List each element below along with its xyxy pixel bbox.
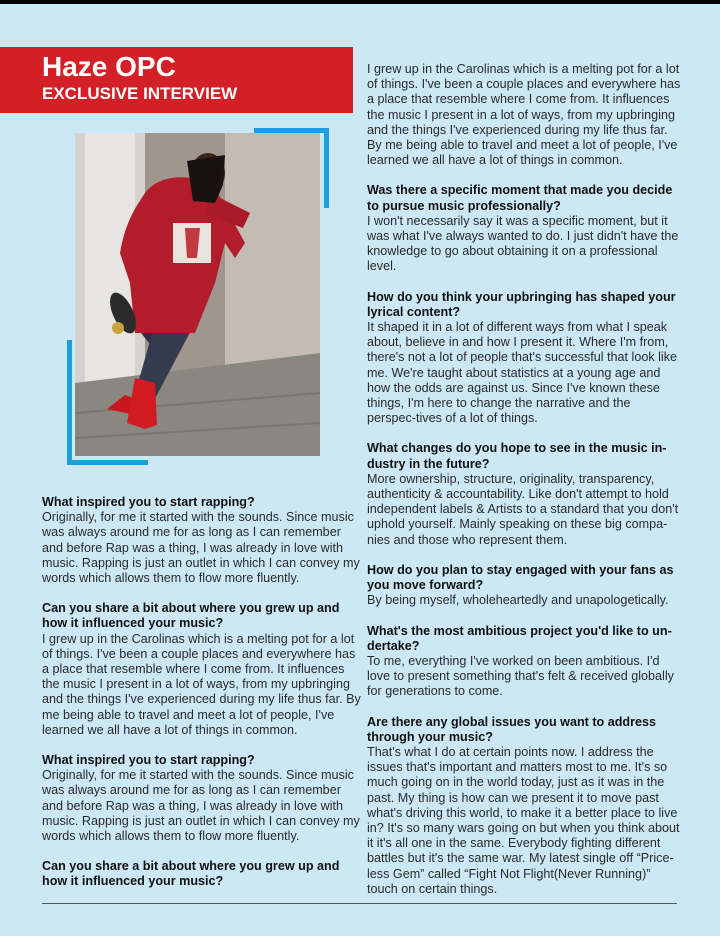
- answer-text: More ownership, structure, originality, transparency, authenticity & accountability. Like don't attempt to hold independent labels & Artists to a standard that you don't uphold yourself. Mainly speaking on these big compa-nies and those who represent them.: [367, 471, 679, 547]
- right-column: [367, 62, 681, 912]
- qa-block: [367, 62, 681, 168]
- question-text: What's the most ambitious project you'd like to un-dertake?: [367, 623, 672, 653]
- qa-block: [367, 563, 681, 609]
- answer-text: I won't necessarily say it was a specific moment, but it was what I've always wanted to do. I just didn't have the knowledge to go about obtaining it on a professional level.: [367, 213, 679, 274]
- question-text: Can you share a bit about where you grew up and how it influenced your music?: [42, 859, 340, 889]
- answer-text: It shaped it in a lot of different ways from what I speak about, believe in and how I present it. Where I'm from, there's not a lot of people that's successful that look like me. We're taught about statistics at a young age and how the odds are against us. Since I've known these things, I'm here to change the narrative and the perspec-tives of a lot of things.: [367, 320, 678, 426]
- answer-text: I grew up in the Carolinas which is a melting pot for a lot of things. I've been a couple places and everywhere has a place that resemble where I come from. It influences the music I present in a lot of ways, from my upbringing and the things I've experienced during my life thus far. By me being able to travel and meet a lot of people, I've learned we all have a lot of things in common.: [42, 631, 361, 737]
- footer-rule: [42, 903, 677, 904]
- qa-block: [367, 441, 681, 547]
- qa-block: [42, 495, 362, 586]
- answer-text: I grew up in the Carolinas which is a melting pot for a lot of things. I've been a couple places and everywhere has a place that resemble where I come from. It influences the music I present in a lot of ways, from my upbringing and the things I've experienced during my life thus far. By me being able to travel and meet a lot of people, I've learned we all have a lot of things in common.: [367, 62, 681, 168]
- question-text: What inspired you to start rapping?: [42, 753, 255, 768]
- qa-block: [367, 715, 681, 897]
- question-text: Are there any global issues you want to address through your music?: [367, 714, 657, 744]
- answer-text: Originally, for me it started with the sounds. Since music was always around me for as long as I can remember and before Rap was a thing, I was already in love with music. Rapping is just an outlet in which I can convey my words which allows them to flow more fluently.: [42, 768, 360, 844]
- answer-text: That's what I do at certain points now. I address the issues that's important and matters most to me. It's so much going on in the world today, just as it was in the past. My thing is how can we present it to move past what's driving this world, to make it a better place to live in? It's so many wars going on but when you think about it it's all one in the same. Everybody fighting different battles but it's the same war. My latest single off “Price-less Gem” called “Fight Not Flight(Never Running)” touch on certain things.: [367, 744, 680, 896]
- qa-block: [367, 183, 681, 274]
- artist-photo: [75, 133, 320, 456]
- qa-block: [42, 753, 362, 844]
- left-column: [42, 495, 362, 905]
- question-text: What inspired you to start rapping?: [42, 495, 255, 509]
- question-text: Can you share a bit about where you grew up and how it influenced your music?: [42, 601, 340, 631]
- question-text: How do you think your upbringing has shaped your lyrical content?: [367, 289, 676, 319]
- qa-block: [42, 859, 362, 889]
- question-text: What changes do you hope to see in the music in-dustry in the future?: [367, 441, 667, 471]
- title-banner: [0, 47, 353, 113]
- question-text: How do you plan to stay engaged with your fans as you move forward?: [367, 562, 674, 593]
- answer-text: Originally, for me it started with the sounds. Since music was always around me for as long as I can remember and before Rap was a thing, I was already in love with music. Rapping is just an outlet in which I can convey my words which allows them to flow more fluently.: [42, 510, 360, 586]
- magazine-page: [0, 4, 720, 936]
- qa-block: [42, 601, 362, 738]
- artist-name: Haze OPC: [42, 51, 176, 82]
- question-text: Was there a specific moment that made you decide to pursue music professionally?: [367, 183, 673, 213]
- answer-text: To me, everything I've worked on been ambitious. I'd love to present something that's felt & received globally for generations to come.: [367, 653, 674, 699]
- answer-text: By being myself, wholeheartedly and unapologetically.: [367, 593, 669, 608]
- qa-block: [367, 624, 681, 700]
- interview-label: EXCLUSIVE INTERVIEW: [42, 84, 238, 103]
- qa-block: [367, 290, 681, 427]
- portrait-photo-icon: [75, 133, 320, 456]
